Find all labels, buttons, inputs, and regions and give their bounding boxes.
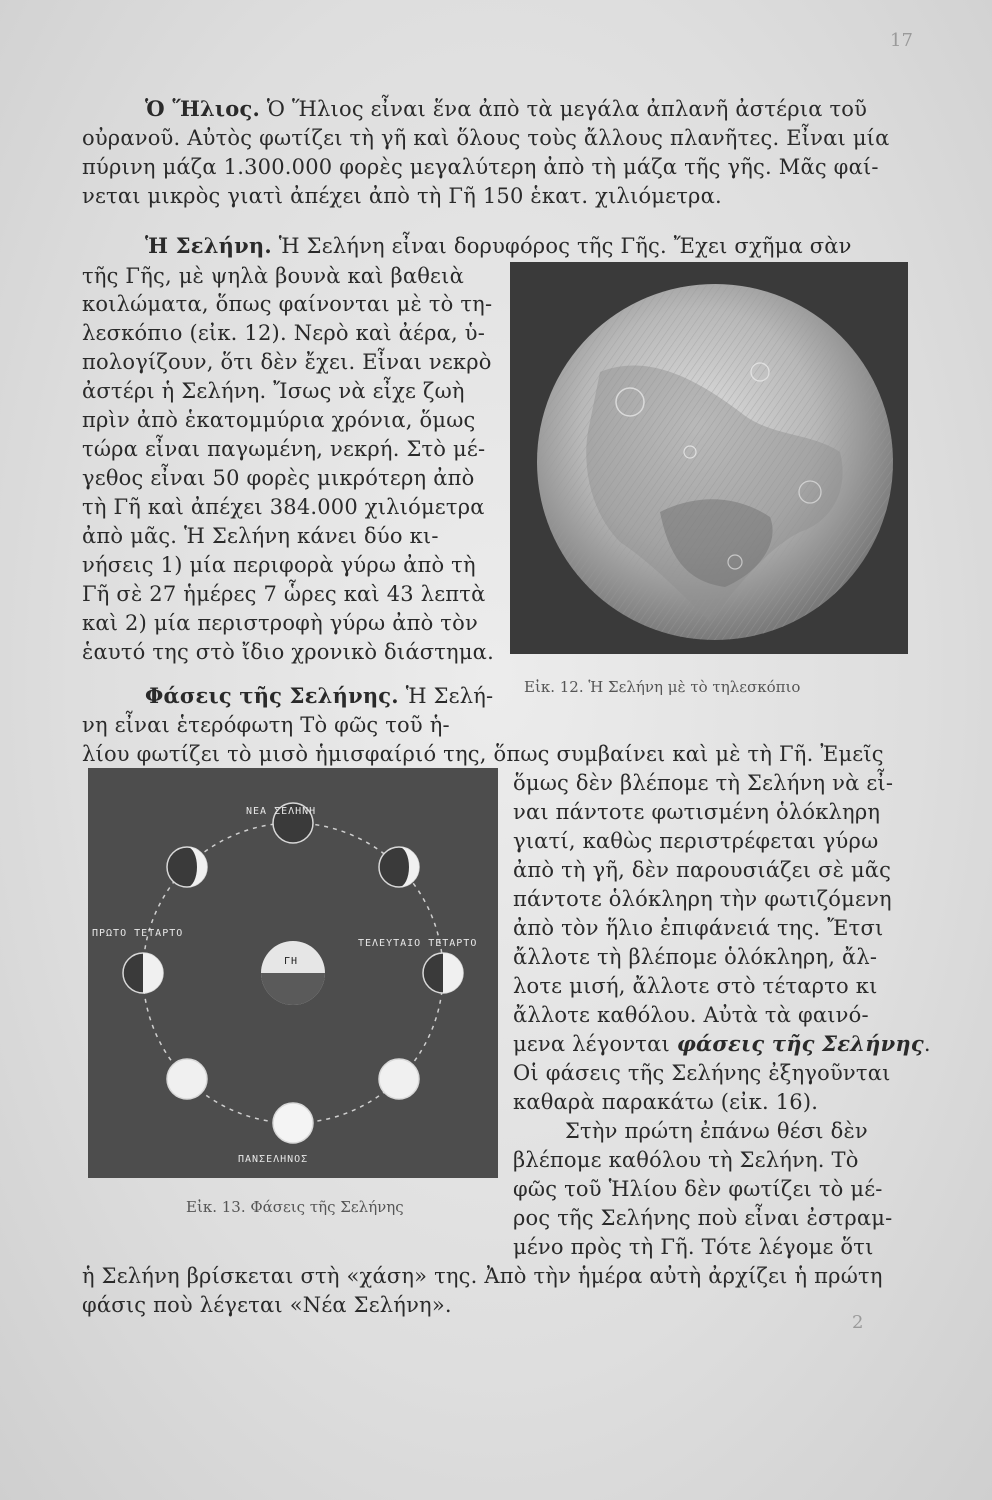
text-line: λεσκόπιο (εἰκ. 12). Νερὸ καὶ ἀέρα, ὑ- <box>82 321 486 345</box>
text-line: Οἱ φάσεις τῆς Σελήνης ἐξηγοῦνται <box>513 1061 891 1085</box>
text-line: ἀστέρι ἡ Σελήνη. Ἴσως νὰ εἶχε ζωὴ <box>82 379 465 403</box>
text-line: βλέπομε καθόλου τὴ Σελήνη. Τὸ <box>513 1148 859 1172</box>
text-line: τὴ Γῆ καὶ ἀπέχει 384.000 χιλιόμετρα <box>82 495 485 519</box>
text-line: πύρινη μάζα 1.300.000 φορὲς μεγαλύτερη ἀπὸ τὴ μάζα τῆς γῆς. Μᾶς φαί- <box>82 155 879 179</box>
text-line: γεθος εἶναι 50 φορὲς μικρότερη ἀπὸ <box>82 466 475 490</box>
text-line: πάντοτε ὁλόκληρη τὴν φωτιζόμενη <box>513 887 892 911</box>
label-earth: ΓΗ <box>284 956 299 967</box>
text-line: Φάσεις τῆς Σελήνης. Ἡ Σελή- <box>145 683 494 708</box>
text-line: πολογίζουν, ὅτι δὲν ἔχει. Εἶναι νεκρὸ <box>82 350 492 374</box>
text-line: ἀπὸ μᾶς. Ἡ Σελήνη κάνει δύο κι- <box>82 524 439 548</box>
text-line: νήσεις 1) μία περιφορὰ γύρω ἀπὸ τὴ <box>82 553 476 577</box>
text-line: λίου φωτίζει τὸ μισὸ ἡμισφαίριό της, ὅπως συμβαίνει καὶ μὲ τὴ Γῆ. Ἐμεῖς <box>82 742 884 766</box>
moon-phases-diagram <box>88 768 498 1178</box>
text-line: λοτε μισή, ἄλλοτε στὸ τέταρτο κι <box>513 974 878 998</box>
text-line: ἀπὸ τὴ γῆ, δὲν παρουσιάζει σὲ μᾶς <box>513 858 892 882</box>
text-line: νη εἶναι ἑτερόφωτη Τὸ φῶς τοῦ ἡ- <box>82 713 450 737</box>
text-line: καθαρὰ παρακάτω (εἰκ. 16). <box>513 1090 819 1114</box>
text-line: πρὶν ἀπὸ ἑκατομμύρια χρόνια, ὅμως <box>82 408 476 432</box>
text-line: Γῆ σὲ 27 ἡμέρες 7 ὧρες καὶ 43 λεπτὰ <box>82 582 486 606</box>
moon-waxing-crescent <box>379 847 419 887</box>
text-line: τῆς Γῆς, μὲ ψηλὰ βουνὰ καὶ βαθειὰ <box>82 264 464 288</box>
page-number-bottom: 2 <box>852 1312 864 1333</box>
moon-waning-crescent <box>167 847 207 887</box>
text-line: ρος τῆς Σελήνης ποὺ εἶναι ἐστραμ- <box>513 1206 893 1230</box>
text-line: ναι πάντοτε φωτισμένη ὁλόκληρη <box>513 800 881 824</box>
text-line: Ὁ Ἥλιος. Ὁ Ἥλιος εἶναι ἕνα ἀπὸ τὰ μεγάλα ἀπλανῆ ἀστέρια τοῦ <box>145 96 868 121</box>
text-line: Στὴν πρώτη ἐπάνω θέσι δὲν <box>565 1119 868 1143</box>
figure-moon-telescope <box>510 262 908 654</box>
text-line: μενα λέγονται φάσεις τῆς Σελήνης. <box>513 1031 931 1056</box>
text-line: ὅμως δὲν βλέπομε τὴ Σελήνη νὰ εἶ- <box>513 771 894 795</box>
moon-waning-gibbous <box>167 1059 207 1099</box>
label-new-moon: ΝΕΑ ΣΕΛΗΝΗ <box>246 806 317 817</box>
figure-13-caption: Εἰκ. 13. Φάσεις τῆς Σελήνης <box>186 1198 404 1216</box>
page-number-top: 17 <box>890 30 913 51</box>
text-line: ἡ Σελήνη βρίσκεται στὴ «χάση» της. Ἀπὸ τὴν ἡμέρα αὐτὴ ἀρχίζει ἡ πρώτη <box>82 1264 883 1288</box>
label-full-moon: ΠΑΝΣΕΛΗΝΟΣ <box>238 1154 309 1165</box>
text-line: κοιλώματα, ὅπως φαίνονται μὲ τὸ τη- <box>82 292 493 316</box>
label-first-quarter: ΠΡΩΤΟ ΤΕΤΑΡΤΟ <box>92 928 184 939</box>
text-line: οὐρανοῦ. Αὐτὸς φωτίζει τὴ γῆ καὶ ὅλους τοὺς ἄλλους πλανῆτες. Εἶναι μία <box>82 126 890 150</box>
text-line: μένο πρὸς τὴ Γῆ. Τότε λέγομε ὅτι <box>513 1235 874 1259</box>
moon-full <box>273 1103 313 1143</box>
moon-waxing-gibbous <box>379 1059 419 1099</box>
text-line: τώρα εἶναι παγωμένη, νεκρή. Στὸ μέ- <box>82 437 486 461</box>
text-line: ἀπὸ τὸν ἥλιο ἐπιφάνειά της. Ἔτσι <box>513 916 884 940</box>
moon-last-quarter <box>123 953 163 993</box>
text-line: φάσις ποὺ λέγεται «Νέα Σελήνη». <box>82 1293 452 1317</box>
text-line: ἑαυτό της στὸ ἴδιο χρονικὸ διάστημα. <box>82 640 494 664</box>
figure-moon-phases <box>88 768 498 1178</box>
text-line: νεται μικρὸς γιατὶ ἀπέχει ἀπὸ τὴ Γῆ 150 ἑκατ. χιλιόμετρα. <box>82 184 722 208</box>
text-line: φῶς τοῦ Ἡλίου δὲν φωτίζει τὸ μέ- <box>513 1177 883 1201</box>
moon-first-quarter <box>423 953 463 993</box>
text-line: ἄλλοτε τὴ βλέπομε ὁλόκληρη, ἄλ- <box>513 945 878 969</box>
earth-symbol <box>261 941 325 1005</box>
moon-telescope-image <box>510 262 908 654</box>
text-line: ἄλλοτε καθόλου. Αὐτὰ τὰ φαινό- <box>513 1003 869 1027</box>
text-line: Ἡ Σελήνη. Ἡ Σελήνη εἶναι δορυφόρος τῆς Γῆς. Ἔχει σχῆμα σὰν <box>145 233 852 258</box>
label-last-quarter: ΤΕΛΕΥΤΑΙΟ ΤΕΤΑΡΤΟ <box>358 938 478 949</box>
text-line: καὶ 2) μία περιστροφὴ γύρω ἀπὸ τὸν <box>82 611 478 635</box>
figure-12-caption: Εἰκ. 12. Ἡ Σελήνη μὲ τὸ τηλεσκόπιο <box>524 678 801 696</box>
text-line: γιατί, καθὼς περιστρέφεται γύρω <box>513 829 879 853</box>
